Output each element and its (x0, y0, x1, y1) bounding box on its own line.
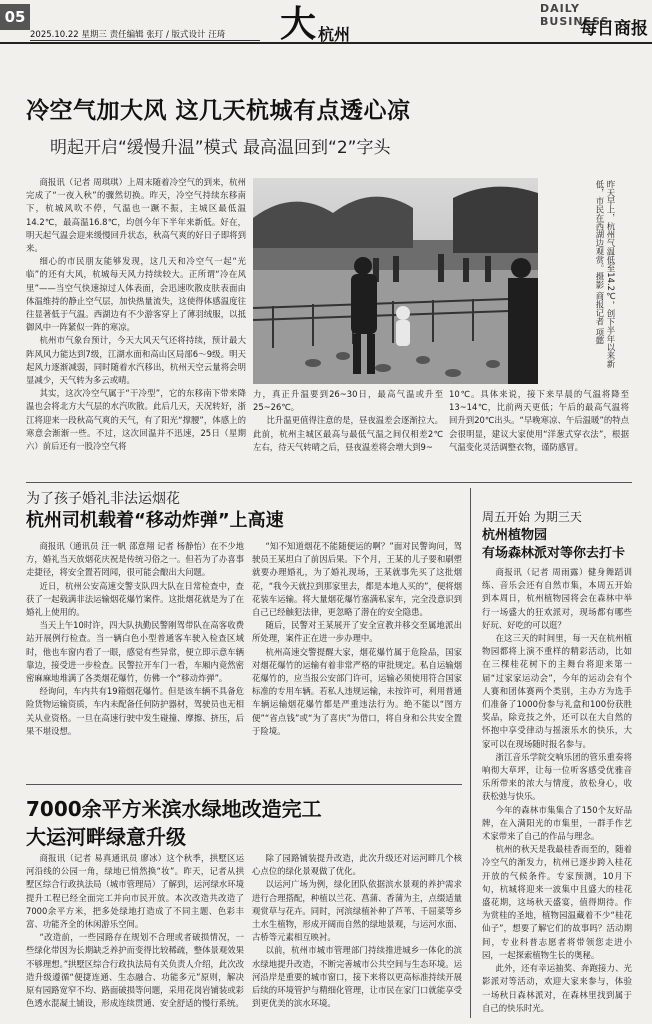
paragraph: 杭州市气象台预计，今天大风天气还将持续，预计最大阵风风力能达到7级，江湖水面和高山区局部6～9级。明天起风力逐渐减弱，同时随着水汽移出，杭州天空云量将会明显减少，天气转为多云或晴。 (26, 335, 246, 386)
story2-kicker: 为了孩子婚礼非法运烟花 (26, 491, 180, 507)
paragraph: 细心的市民朋友能够发现，这几天和冷空气一起“光临”的还有大风，杭城每天风力持续较大。正所谓“冷在风里”——当空气快速掠过人体表面，会迅速吹散皮肤表面由体温维持的静止空气层，加快热量流失，这使得体感温度往往显著低于气温。西湖边有不少游客穿上了薄羽绒服，以抵御风中一阵紧似一阵的寒凉。 (26, 256, 246, 333)
paragraph: 杭州的秋天是我最桂香而至的，随着冷空气的渐发力，杭州已逐步跨入桂花开放的气候条件。专家预测，10月下旬，杭城将迎来一波集中且盛大的桂花盛花期，这场秋天盛宴，值得期待。作为赏桂的圣地，植物园温藏着不少“桂花仙子”，想要了解它们的故事吗？活动期间，专业科普志愿者将带领您走进小园，一起探索植物生长的奥秘。 (482, 844, 632, 960)
paragraph: 商报讯（记者 周雨露）健身舞蹈训练、音乐会还有自然市集，本周五开始到本周日，杭州植物园将会在森林中举行一场盛大的狂欢派对，现场都有哪些好玩、好吃的可以逛？ (482, 567, 632, 630)
story4-column-2 (252, 852, 462, 1018)
paragraph: 商报讯（通讯员 汪一帆 邵意翔 记者 杨静怡）在不少地方，婚礼当天放烟花庆祝是传统习俗之一。但若为了办喜事走捷径，将安全置若罔闻，很可能会酿出大问题。 (26, 541, 244, 578)
story2-column-1 (26, 540, 244, 780)
story3-headline-line2: 有场森林派对等你去打卡 (482, 546, 626, 561)
section-divider (26, 784, 462, 785)
paragraph: 以前，杭州市城市管理部门持续推进城乡一体化的滨水绿地提升改造，不断完善城市公共空间与生态环境。运河沿岸是重要的城市窗口，接下来将以更高标准持续开展后续的环境管护与精细化管理，让市民在家门口就能享受到更优美的滨水环境。 (252, 945, 462, 1009)
lead-headline: 冷空气加大风 这几天杭城有点透心凉 (26, 98, 411, 124)
paragraph: 今年的森林市集集合了150个友好品牌，在入满阳光的市集里，一群手作艺术家带来了自己的作品与理念。 (482, 804, 632, 842)
paragraph: 在这三天的时间里，每一天在杭州植物园都将上演不重样的精彩活动，比如在三棵桂花树下的主舞台将迎来第一届“过家家运动会”，今年的运动会有个人赛和团体赛两个类别，主办方为选手们准备了1000份参与礼盒和100份获胜奖品，除竞技之外，还可以在大自然的怀抱中享受律动与摇滚乐水的快乐，大家可以在现场随时报名参与。 (482, 633, 632, 749)
paragraph: 除了园路铺装提升改造，此次升级还对运河畔几个核心点位的绿化景观做了优化。 (252, 853, 462, 877)
story3-column (482, 566, 632, 1016)
story4-column-1 (26, 852, 244, 1018)
header-rule (0, 42, 652, 44)
story3-headline-line1: 杭州植物园 (482, 528, 548, 543)
paragraph: 其实，这次冷空气属于“干冷型”，它的东移南下带来降温也会将北方大气层的水汽吹散。此后几天，天况转好，浙江将迎来一段秋高气爽的天气，有了阳光“撑腰”，体感上的寒意会渐渐一些。不过，这次回温并不迅速，25日（星期六）前后还有一股冷空气将 (26, 388, 246, 452)
paragraph: 商报讯（记者 周琪琪）上周末随着冷空气的到来，杭州完成了“一夜入秋”的骤然切换。昨天，冷空气持续东移南下，杭城风吹不停，气温也一蹶不振，主城区最低温14.2℃，最高温16.8℃，均创今年下半年来新低。好在，明天起气温会迎来缓慢回升状态，秋高气爽的好日子即将到来。 (26, 177, 246, 254)
lead-column-1 (26, 176, 246, 476)
paragraph: “知不知道烟花不能随便运的啊？”面对民警询问，驾驶员王某坦白了前因后果。下个月，王某的儿子要和刷塑就要办理婚礼，为了婚礼现场，王某就事先买了这批烟花，“我今天就拉到那家里去，都是本地人买的”，便将烟花装车运输。将大量烟花爆竹塞满私家车，完全没意识到自己已经触犯法律，更忽略了潜在的安全隐患。 (252, 541, 462, 618)
paragraph: 随后，民警对王某展开了安全宣教并移交至属地派出所处理，案件正在进一步办理中。 (252, 620, 462, 644)
story2-column-2 (252, 540, 462, 780)
section-mark: 大 (280, 3, 317, 45)
section-name: 杭州 (318, 25, 351, 44)
lead-photo (253, 178, 538, 384)
paragraph: 比升温更值得注意的是，昼夜温差会逐渐拉大。此前，杭州主城区最高与最低气温之间仅相差2℃左右，待天气转晴之后，昼夜温差将会增大到9~ (253, 415, 443, 452)
paragraph: 此外，还有幸运抽奖、奔跑接力、光影派对等活动，欢迎大家来参与，体验一场秋日森林派对，在森林里找到属于自己的快乐时光。 (482, 963, 632, 1013)
lead-column-3 (449, 388, 629, 476)
section-divider (26, 482, 632, 483)
paragraph: 10℃。具体来说，接下来早晨的气温将降至13~14℃，比前两天更低；午后的最高气温将回升到20℃出头。“早晚寒凉、午后温暖”的特点会很明显，建议大家使用“洋葱式穿衣法”，根据气温变化灵活调整衣物，谨防感冒。 (449, 389, 629, 452)
paragraph: 经询问，车内共有19箱烟花爆竹。但是该车辆不具备危险货物运输资质，车内未配备任何防护器材，驾驶员也无相关从业资格。一旦在高速行驶中发生碰撞、摩擦、挤压，后果不堪设想。 (26, 686, 244, 736)
lead-subheadline: 明起开启“缓慢升温”模式 最高温回到“2”字头 (50, 138, 391, 158)
paragraph: 当天上午10时许，四大队执勤民警刚驾带队在高客收费站开展例行检查。当一辆白色小型普通客车驶入检查区域时，他也车窗内看了一眼，感觉有些异常，便立即示意车辆靠边，接受进一步检查。民警拉开车门一看，车厢内竟然密密麻麻地堆满了各类烟花爆竹，仿佛一个“移动炸弹”。 (26, 620, 244, 684)
story2-headline: 杭州司机载着“移动炸弹”上高速 (26, 510, 284, 531)
masthead-brand: 每日商报 (580, 19, 648, 39)
masthead-english: DAILY BUSINESS (540, 2, 610, 28)
paragraph: “改造前，一些园路存在规划不合理或者破损情况，一些绿化带因为长期缺乏养护而变得比较稀疏，整体景观效果不够理想。”拱墅区综合行政执法局有关负责人介绍，此次改造升级遵循“便捷连通、生态融合、功能多元”原则，解决原有园路宽窄不均、路面破损等问题，采用花岗岩铺装或彩色透水混凝土铺设，形成连续贯通、安全舒适的慢行系统。 (26, 932, 244, 1009)
paragraph: 力，真正升温要到26~30日，最高气温或升至25~26℃。 (253, 389, 443, 413)
story3-kicker: 周五开始 为期三天 (482, 510, 582, 524)
dateline: 2025.10.22 星期三 责任编辑 张玎 / 版式设计 汪琦 (30, 28, 260, 41)
paragraph: 商报讯（记者 易真通讯员 廖冰）这个秋季，拱墅区运河沿线的公园一角，绿地已悄然换“妆”。昨天，记者从拱墅区综合行政执法局（城市管理局）了解到，运河绿水环境提升工程已经全面完工并向市民开放。本次改造共改造了7000余平方米，把多处绿地打造成了不同主题、色彩丰富、功能齐全的休闲游乐空间。 (26, 853, 244, 930)
paragraph: 杭州高速交警提醒大家，烟花爆竹属于危险品，国家对烟花爆竹的运输有着非常严格的审批规定。私自运输烟花爆竹的，应当报公安部门许可，运输必须使用符合国家标准的专用车辆。若私人违规运输，未按许可，利用普通车辆运输烟花爆竹都是严重违法行为。绝不能以“图方便”“省点钱”或“为了喜庆”为借口，将自身和公共安全置于险境。 (252, 646, 462, 736)
page-number: 05 (0, 4, 30, 30)
story4-headline-line2: 大运河畔绿意升级 (26, 825, 186, 849)
paragraph: 近日，杭州公安高速交警支队四大队在日常检查中，查获了一起载满非法运输烟花爆竹案件。这批烟花就是为了在婚礼上使用的。 (26, 580, 244, 618)
paragraph: 浙江音乐学院交响乐团的管乐重奏将响彻大草坪，让每一位听客感受优雅音乐所带来的浓大与情度，放松身心，收获松弛与快乐。 (482, 751, 632, 802)
paragraph: 以运河广场为例，绿化团队依据滨水景观的养护需求进行合理搭配，种植以兰花、菖蒲、香蒲为主，点缀适量观赏草与花卉。同时，河滨绿植补种了芦苇、千屈菜等乡土水生植物，形成开阔而自然的绿地景观，与运河水面、古桥等元素相互映衬。 (252, 879, 462, 943)
photo-caption: 昨天早上，杭州气温低至14.2℃，创下半年以来新低，市民在西湖边观赏。摄影 商报记者 项懿 (595, 180, 616, 369)
lead-column-2 (253, 388, 443, 476)
story4-headline-line1: 7000余平方米滨水绿地改造完工 (26, 797, 322, 821)
